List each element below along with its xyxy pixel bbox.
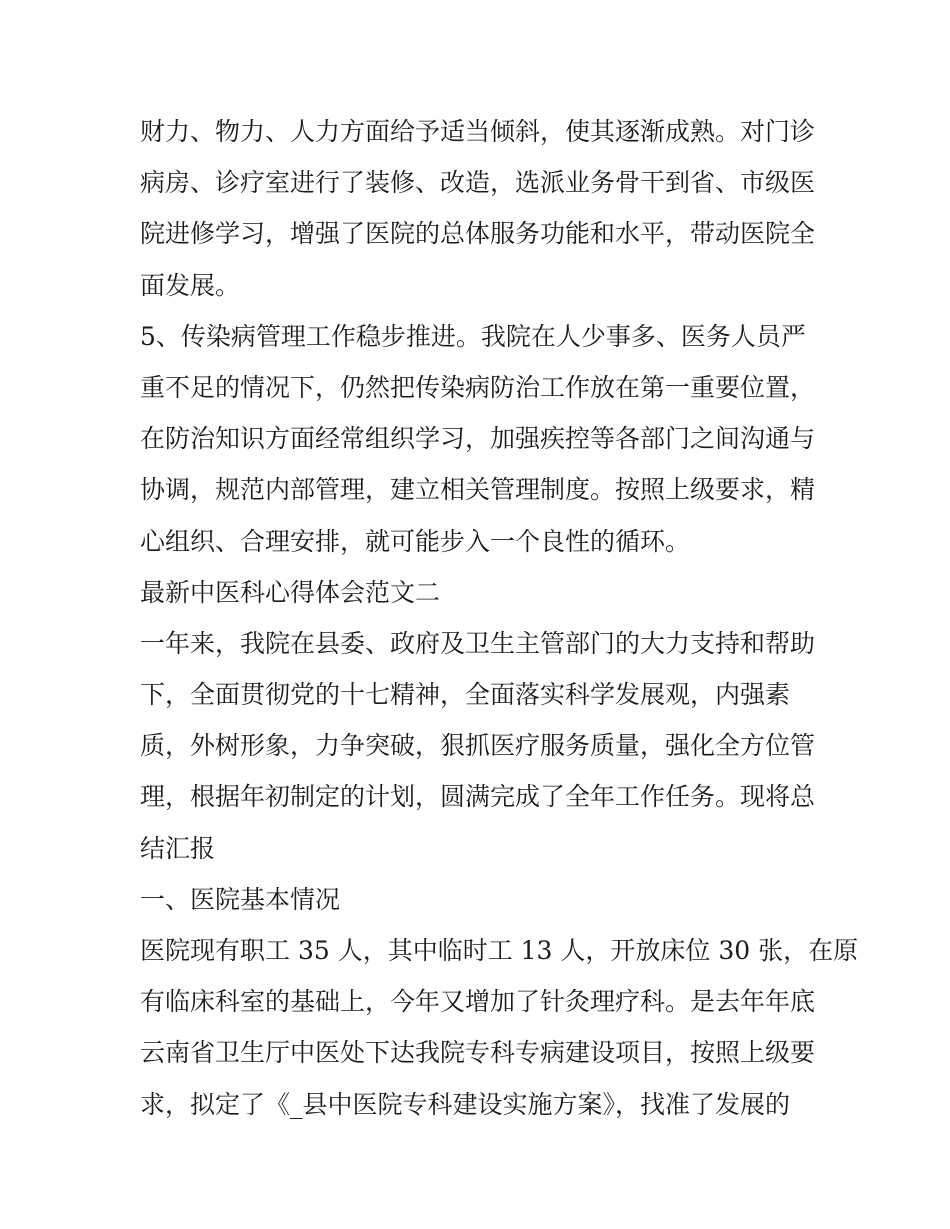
text-line: 协调，规范内部管理，建立相关管理制度。按照上级要求，精 — [140, 475, 816, 505]
text-line: 有临床科室的基础上，今年又增加了针灸理疗科。是去年年底 — [140, 987, 816, 1017]
text-line: 结汇报 — [140, 833, 216, 863]
section-heading: 一、医院基本情况 — [140, 884, 341, 914]
text-line: 质，外树形象，力争突破，狠抓医疗服务质量，强化全方位管 — [140, 731, 816, 761]
text-line: 5、传染病管理工作稳步推进。我院在人少事多、医务人员严 — [140, 321, 806, 351]
text-line: 心组织、合理安排，就可能步入一个良性的循环。 — [140, 526, 691, 556]
text-line: 在防治知识方面经常组织学习，加强疾控等各部门之间沟通与 — [140, 424, 816, 454]
text-line: 求，拟定了《_县中医院专科建设实施方案》，找准了发展的 — [140, 1089, 791, 1119]
document-body — [140, 106, 859, 1130]
text-line: 财力、物力、人力方面给予适当倾斜，使其逐渐成熟。对门诊 — [140, 117, 816, 146]
text-line: 病房、诊疗室进行了装修、改造，选派业务骨干到省、市级医 — [140, 168, 816, 198]
text-line: 重不足的情况下，仍然把传染病防治工作放在第一重要位置， — [140, 372, 816, 402]
text-line: 医院现有职工 35 人，其中临时工 13 人，开放床位 30 张，在原 — [140, 936, 859, 965]
text-line: 理，根据年初制定的计划，圆满完成了全年工作任务。现将总 — [140, 782, 816, 812]
text-line: 下，全面贯彻党的十七精神，全面落实科学发展观，内强素 — [140, 680, 791, 710]
text-line: 面发展。 — [140, 270, 241, 300]
section-heading: 最新中医科心得体会范文二 — [140, 577, 441, 607]
text-line: 一年来，我院在县委、政府及卫生主管部门的大力支持和帮助 — [140, 628, 816, 658]
text-line: 云南省卫生厅中医处下达我院专科专病建设项目，按照上级要 — [140, 1038, 816, 1068]
text-line: 院进修学习，增强了医院的总体服务功能和水平，带动医院全 — [140, 219, 816, 249]
